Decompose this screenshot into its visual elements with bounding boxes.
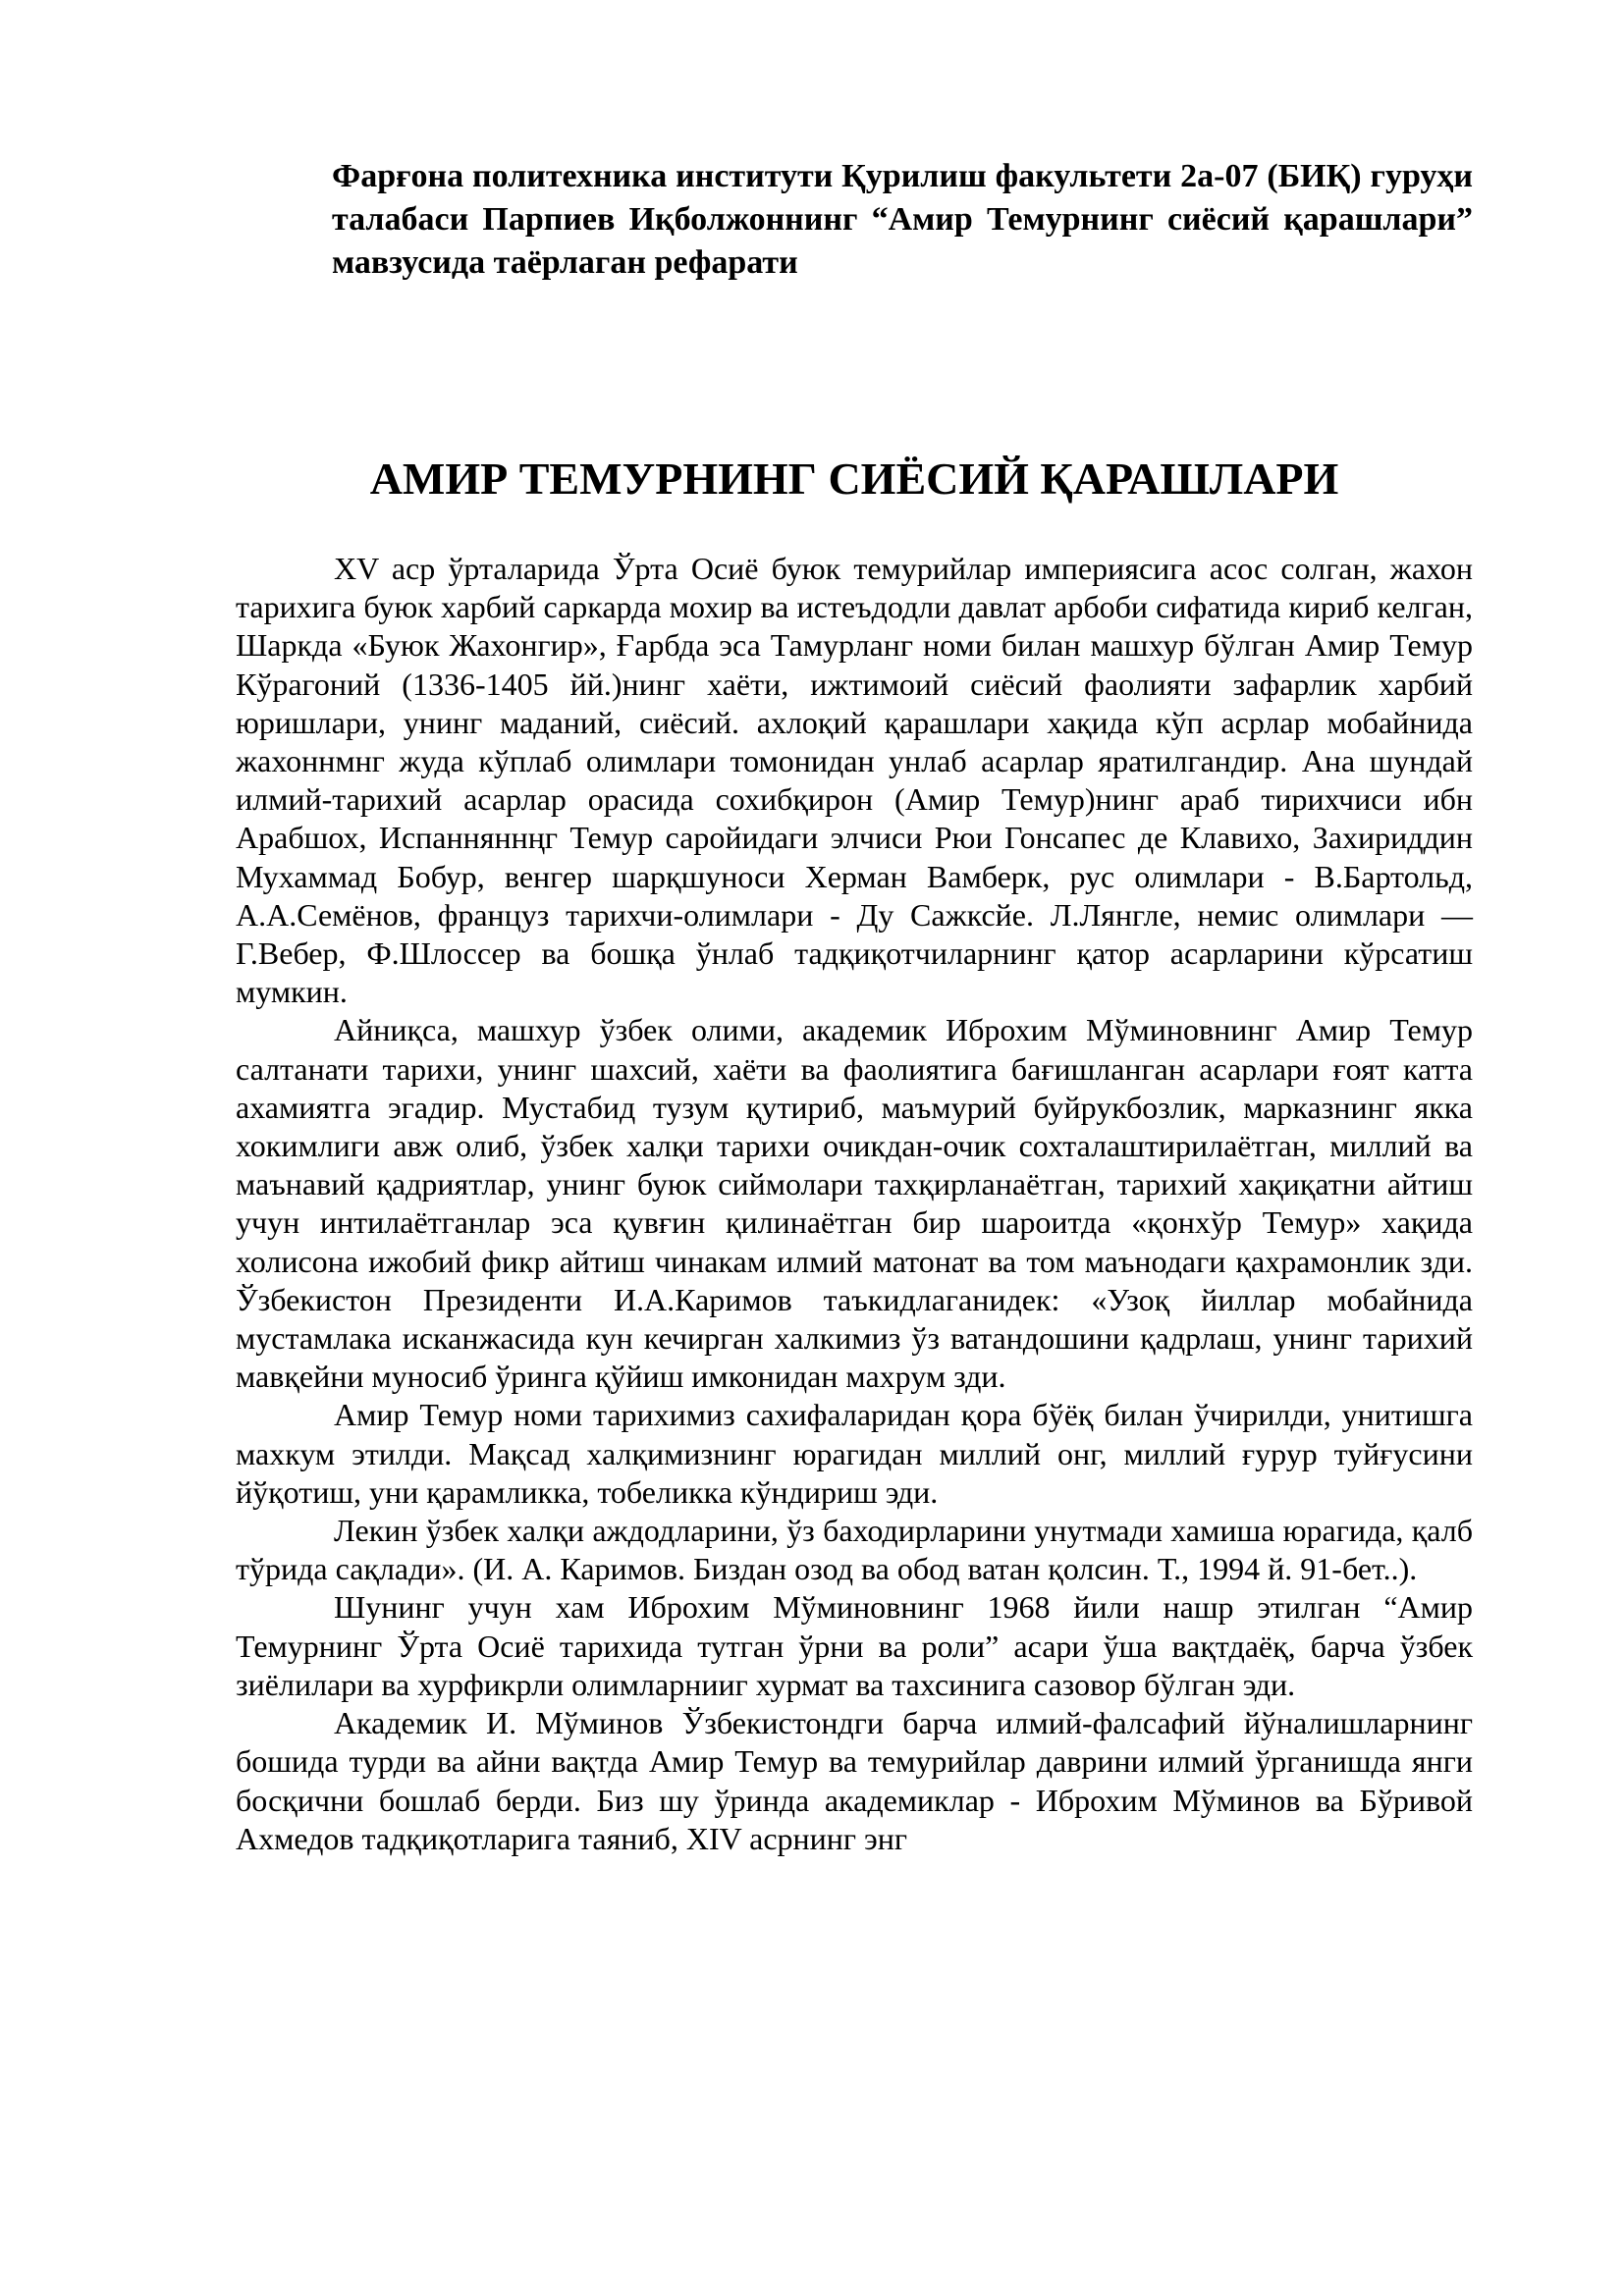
paragraph-3: Амир Темур номи тарихимиз сахифаларидан қора бўёқ билан ўчирилди, унитишга махкум этилди. Мақсад халқимизнинг юрагидан миллий онг, миллий ғурур туйғусини йўқотиш, уни қарамликка, тобеликка кўндириш эди. <box>236 1397 1473 1510</box>
document-title: АМИР ТЕМУРНИНГ СИЁСИЙ ҚАРАШЛАРИ <box>369 454 1339 504</box>
document-header: Фарғона политехника институти Қурилиш факультети 2а-07 (БИҚ) гуруҳи талабаси Парпиев Иқболжоннинг “Амир Темурнинг сиёсий қарашлари” мавзусида таёрлаган рефарати <box>332 158 1473 281</box>
document-body <box>236 550 1473 1858</box>
paragraph-1: XV аср ўрталарида Ўрта Осиё буюк темурийлар империясига асос солган, жахон тарихига буюк харбий саркарда мохир ва истеъдодли давлат арбоби сифатида кириб келган, Шаркда «Буюк Жахонгир», Ғарбда эса Тамурланг номи билан машхур бўлган Амир Темур Кўрагоний (1336-1405 йй.)нинг хаёти, ижтимоий сиёсий фаолияти зафарлик харбий юришлари, унинг маданий, сиёсий. ахлоқий қарашлари хақида кўп асрлар мобайнида жахоннмнг жуда кўплаб олимлари томонидан унлаб асарлар яратилгандир. Ана шундай илмий-тарихий асарлар орасида сохибқирон (Амир Темур)нинг араб тирихчиси ибн Арабшох, Испанняннңг Темур саройидаги элчиси Рюи Гонсапес де Клавихо, Захириддин Мухаммад Бобур, венгер шарқшуноси Херман Вамберк, рус олимлари - В.Бартольд, А.А.Семёнов, француз тарихчи-олимлари - Ду Сажксйе. Л.Лянгле, немис олимлари — Г.Вебер, Ф.Шлоссер ва бошқа ўнлаб тадқиқотчиларнинг қатор асарларини кўрсатиш мумкин. <box>236 551 1473 1010</box>
paragraph-2: Айниқса, машхур ўзбек олими, академик Иброхим Мўминовнинг Амир Темур салтанати тарихи, унинг шахсий, хаёти ва фаолиятига бағишланган асарлари ғоят катта ахамиятга эгадир. Мустабид тузум қутириб, маъмурий буйрукбозлик, марказнинг якка хокимлиги авж олиб, ўзбек халқи тарихи очикдан-очик сохталаштирилаётган, миллий ва маънавий қадриятлар, унинг буюк сиймолари тахқирланаётган, тарихий хақиқатни айтиш учун интилаётганлар эса қувғин қилинаётган бир шароитда «қонхўр Темур» хақида холисона ижобий фикр айтиш чинакам илмий матонат ва том маънодаги қахрамонлик зди. Ўзбекистон Президенти И.А.Каримов таъкидлаганидек: «Узоқ йиллар мобайнида мустамлака исканжасида кун кечирган халкимиз ўз ватандошини қадрлаш, унинг тарихий мавқейни муносиб ўринга қўйиш имконидан махрум зди. <box>236 1012 1473 1395</box>
paragraph-6: Академик И. Мўминов Ўзбекистондги барча илмий-фалсафий йўналишларнинг бошида турди ва айни вақтда Амир Темур ва темурийлар даврини илмий ўрганишда янги босқични бошлаб берди. Биз шу ўринда академиклар - Иброхим Мўминов ва Бўривой Ахмедов тадқиқотларига таяниб, XIV асрнинг энг <box>236 1705 1473 1856</box>
paragraph-4: Лекин ўзбек халқи аждодларини, ўз баходирларини унутмади хамиша юрагида, қалб тўрида сақлади». (И. А. Каримов. Биздан озод ва обод ватан қолсин. Т., 1994 й. 91-бет..). <box>236 1513 1473 1587</box>
paragraph-5: Шунинг учун хам Иброхим Мўминовнинг 1968 йили нашр этилган “Амир Темурнинг Ўрта Осиё тарихида тутган ўрни ва роли” асари ўша вақтдаёқ, барча ўзбек зиёлилари ва хурфикрли олимларнииг хурмат ва тахсинига сазовор бўлган эди. <box>236 1589 1473 1702</box>
